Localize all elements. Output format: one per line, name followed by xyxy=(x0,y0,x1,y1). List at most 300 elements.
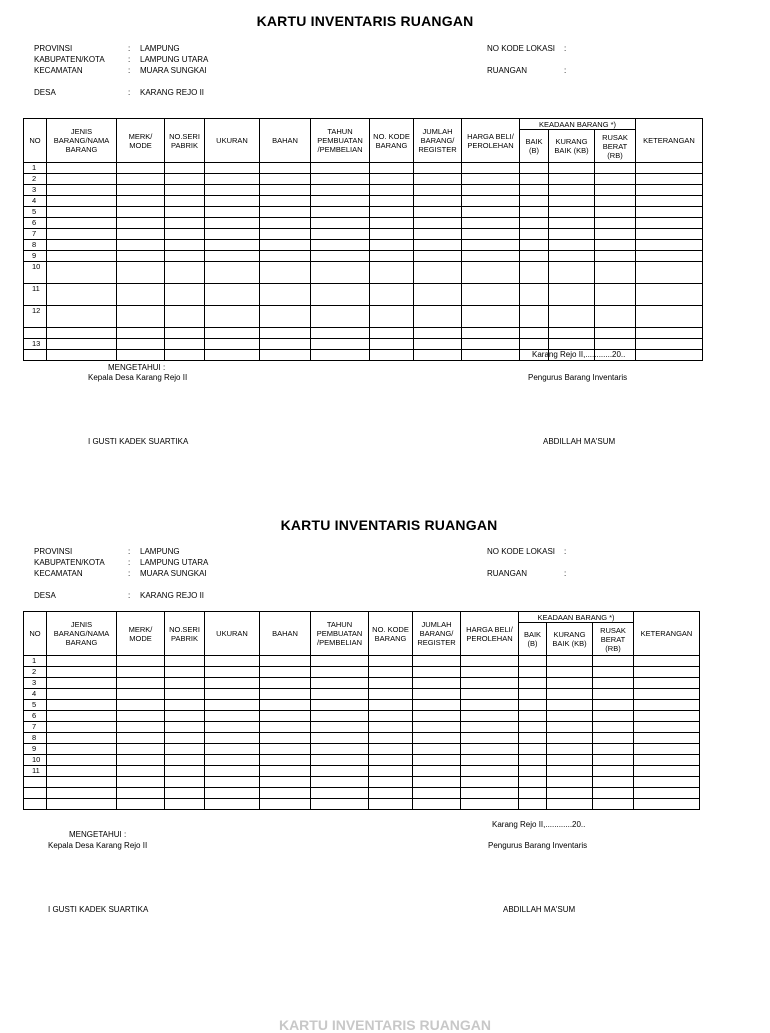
table-cell xyxy=(413,799,461,810)
table-cell xyxy=(117,207,165,218)
table-cell xyxy=(117,744,165,755)
table-cell xyxy=(414,196,462,207)
table-cell xyxy=(370,328,414,339)
table-cell xyxy=(413,656,461,667)
table-cell xyxy=(260,196,311,207)
row-number: 11 xyxy=(24,284,47,306)
table-cell xyxy=(205,689,260,700)
table-cell xyxy=(117,328,165,339)
table-cell xyxy=(634,766,700,777)
table-cell xyxy=(413,700,461,711)
info-kecamatan: KECAMATAN : MUARA SUNGKAI xyxy=(34,569,207,578)
table-cell xyxy=(117,185,165,196)
row-number: 8 xyxy=(24,733,47,744)
table-cell xyxy=(520,240,549,251)
table-cell xyxy=(414,339,462,350)
table-cell xyxy=(520,229,549,240)
table-cell xyxy=(369,722,413,733)
table-cell xyxy=(519,678,547,689)
header-ukuran: UKURAN xyxy=(205,119,260,163)
header-jenis: JENIS BARANG/NAMA BARANG xyxy=(47,612,117,656)
table-cell xyxy=(461,733,519,744)
row-number xyxy=(24,777,47,788)
table-cell xyxy=(634,667,700,678)
inventory-table xyxy=(23,118,703,361)
table-cell xyxy=(369,755,413,766)
table-cell xyxy=(370,196,414,207)
table-cell xyxy=(117,306,165,328)
table-cell xyxy=(47,174,117,185)
table-cell xyxy=(519,689,547,700)
row-number: 2 xyxy=(24,667,47,678)
row-number: 6 xyxy=(24,218,47,229)
table-cell xyxy=(413,733,461,744)
table-cell xyxy=(47,163,117,174)
table-cell xyxy=(519,667,547,678)
table-cell xyxy=(461,678,519,689)
table-cell xyxy=(117,284,165,306)
table-cell xyxy=(260,284,311,306)
place-date: Karang Rejo II,............20.. xyxy=(492,820,586,829)
info-ruangan: RUANGAN : xyxy=(487,569,567,578)
table-cell xyxy=(636,229,703,240)
table-cell xyxy=(311,339,370,350)
table-cell xyxy=(47,339,117,350)
table-cell xyxy=(636,306,703,328)
table-cell xyxy=(370,240,414,251)
table-cell xyxy=(260,733,311,744)
header-rusak: RUSAK BERAT (RB) xyxy=(593,623,634,656)
table-cell xyxy=(461,788,519,799)
table-cell xyxy=(595,339,636,350)
header-kode: NO. KODE BARANG xyxy=(370,119,414,163)
table-cell xyxy=(117,339,165,350)
table-cell xyxy=(369,799,413,810)
header-baik: BAIK (B) xyxy=(520,130,549,163)
table-cell xyxy=(117,656,165,667)
table-cell xyxy=(205,667,260,678)
table-cell xyxy=(117,667,165,678)
table-cell xyxy=(636,240,703,251)
table-cell xyxy=(369,711,413,722)
table-cell xyxy=(636,207,703,218)
table-cell xyxy=(549,185,595,196)
table-body xyxy=(24,163,703,361)
info-right xyxy=(487,546,566,579)
header-keadaan: KEADAAN BARANG *) xyxy=(520,119,636,130)
table-cell xyxy=(519,722,547,733)
table-row xyxy=(24,700,700,711)
table-cell xyxy=(117,711,165,722)
table-cell xyxy=(549,229,595,240)
table-cell xyxy=(593,766,634,777)
table-cell xyxy=(370,229,414,240)
table-cell xyxy=(47,788,117,799)
table-cell xyxy=(205,240,260,251)
table-cell xyxy=(520,262,549,284)
table-cell xyxy=(595,207,636,218)
table-cell xyxy=(205,766,260,777)
table-cell xyxy=(117,678,165,689)
signer-right-name: ABDILLAH MA'SUM xyxy=(543,437,616,446)
table-cell xyxy=(260,229,311,240)
table-cell xyxy=(462,240,520,251)
info-kabupaten: KABUPATEN/KOTA : LAMPUNG UTARA xyxy=(34,558,209,567)
table-cell xyxy=(311,240,370,251)
table-cell xyxy=(547,656,593,667)
table-cell xyxy=(462,306,520,328)
table-cell xyxy=(165,711,205,722)
table-cell xyxy=(165,218,205,229)
table-cell xyxy=(311,229,370,240)
table-cell xyxy=(595,328,636,339)
table-cell xyxy=(547,711,593,722)
table-cell xyxy=(520,196,549,207)
table-row xyxy=(24,799,700,810)
table-row xyxy=(24,328,703,339)
table-cell xyxy=(165,284,205,306)
table-cell xyxy=(311,185,370,196)
table-cell xyxy=(519,788,547,799)
table-cell xyxy=(519,733,547,744)
table-cell xyxy=(520,339,549,350)
table-cell xyxy=(311,262,370,284)
table-cell xyxy=(634,678,700,689)
table-cell xyxy=(165,689,205,700)
table-cell xyxy=(260,722,311,733)
table-row xyxy=(24,722,700,733)
info-ruangan: RUANGAN : xyxy=(487,66,567,75)
table-cell xyxy=(165,678,205,689)
table-cell xyxy=(370,174,414,185)
table-cell xyxy=(461,744,519,755)
table-cell xyxy=(636,251,703,262)
table-cell xyxy=(117,350,165,361)
table-cell xyxy=(519,799,547,810)
header-jumlah: JUMLAH BARANG/ REGISTER xyxy=(413,612,461,656)
table-cell xyxy=(413,678,461,689)
table-cell xyxy=(549,284,595,306)
table-cell xyxy=(519,766,547,777)
table-cell xyxy=(634,744,700,755)
table-cell xyxy=(634,788,700,799)
table-cell xyxy=(369,733,413,744)
table-cell xyxy=(311,799,369,810)
table-cell xyxy=(165,207,205,218)
header-no: NO xyxy=(24,612,47,656)
table-cell xyxy=(414,218,462,229)
header-merk: MERK/ MODE xyxy=(117,119,165,163)
table-cell xyxy=(205,306,260,328)
table-cell xyxy=(520,251,549,262)
row-number: 3 xyxy=(24,185,47,196)
table-row xyxy=(24,777,700,788)
table-cell xyxy=(461,656,519,667)
table-cell xyxy=(260,240,311,251)
table-cell xyxy=(260,777,311,788)
table-cell xyxy=(165,328,205,339)
header-jenis: JENIS BARANG/NAMA BARANG xyxy=(47,119,117,163)
table-cell xyxy=(47,755,117,766)
table-cell xyxy=(165,174,205,185)
table-cell xyxy=(260,700,311,711)
header-keadaan: KEADAAN BARANG *) xyxy=(519,612,634,623)
header-ukuran: UKURAN xyxy=(205,612,260,656)
table-cell xyxy=(260,766,311,777)
table-cell xyxy=(260,667,311,678)
header-keterangan: KETERANGAN xyxy=(634,612,700,656)
table-cell xyxy=(462,174,520,185)
row-number: 10 xyxy=(24,755,47,766)
table-cell xyxy=(636,174,703,185)
table-cell xyxy=(636,262,703,284)
info-desa: DESA : KARANG REJO II xyxy=(34,88,205,97)
card-title: KARTU INVENTARIS RUANGAN xyxy=(280,517,498,533)
table-cell xyxy=(414,262,462,284)
table-cell xyxy=(593,733,634,744)
table-row xyxy=(24,306,703,328)
table-cell xyxy=(414,240,462,251)
row-number: 13 xyxy=(24,339,47,350)
header-merk: MERK/ MODE xyxy=(117,612,165,656)
table-cell xyxy=(205,711,260,722)
header-no: NO xyxy=(24,119,47,163)
table-cell xyxy=(165,339,205,350)
table-cell xyxy=(311,733,369,744)
table-cell xyxy=(370,163,414,174)
table-cell xyxy=(595,174,636,185)
table-cell xyxy=(205,744,260,755)
table-cell xyxy=(636,218,703,229)
table-cell xyxy=(370,339,414,350)
next-card-peek xyxy=(0,1017,768,1033)
table-cell xyxy=(414,251,462,262)
table-cell xyxy=(369,689,413,700)
table-cell xyxy=(205,251,260,262)
table-cell xyxy=(595,306,636,328)
table-cell xyxy=(165,306,205,328)
row-number: 4 xyxy=(24,196,47,207)
table-cell xyxy=(462,262,520,284)
table-cell xyxy=(165,799,205,810)
table-cell xyxy=(117,163,165,174)
table-cell xyxy=(369,777,413,788)
table-cell xyxy=(547,777,593,788)
table-cell xyxy=(593,744,634,755)
table-cell xyxy=(413,788,461,799)
table-cell xyxy=(369,766,413,777)
table-cell xyxy=(260,185,311,196)
row-number xyxy=(24,328,47,339)
table-cell xyxy=(165,196,205,207)
table-cell xyxy=(414,284,462,306)
table-cell xyxy=(595,196,636,207)
table-cell xyxy=(165,733,205,744)
table-cell xyxy=(369,656,413,667)
table-cell xyxy=(205,218,260,229)
table-cell xyxy=(462,328,520,339)
table-cell xyxy=(520,284,549,306)
table-cell xyxy=(414,207,462,218)
table-cell xyxy=(117,755,165,766)
table-row xyxy=(24,766,700,777)
table-cell xyxy=(593,667,634,678)
table-cell xyxy=(260,339,311,350)
table-cell xyxy=(117,777,165,788)
table-row xyxy=(24,218,703,229)
mengetahui-label: MENGETAHUI : xyxy=(108,363,166,372)
table-cell xyxy=(47,799,117,810)
table-cell xyxy=(47,240,117,251)
row-number: 5 xyxy=(24,207,47,218)
table-cell xyxy=(47,185,117,196)
table-cell xyxy=(595,262,636,284)
table-cell xyxy=(165,700,205,711)
info-left xyxy=(34,43,208,98)
table-cell xyxy=(311,788,369,799)
table-row xyxy=(24,174,703,185)
table-cell xyxy=(461,722,519,733)
table-cell xyxy=(47,733,117,744)
table-cell xyxy=(311,306,370,328)
header-tahun: TAHUN PEMBUATAN /PEMBELIAN xyxy=(311,612,369,656)
table-cell xyxy=(634,722,700,733)
table-cell xyxy=(205,174,260,185)
table-cell xyxy=(260,799,311,810)
table-cell xyxy=(547,733,593,744)
table-cell xyxy=(369,667,413,678)
table-cell xyxy=(549,163,595,174)
table-cell xyxy=(260,656,311,667)
table-cell xyxy=(519,700,547,711)
table-cell xyxy=(117,262,165,284)
table-cell xyxy=(205,656,260,667)
next-card-title: KARTU INVENTARIS RUANGAN xyxy=(278,1017,492,1033)
table-cell xyxy=(549,339,595,350)
table-row xyxy=(24,185,703,196)
table-cell xyxy=(636,185,703,196)
table-cell xyxy=(165,163,205,174)
table-cell xyxy=(547,689,593,700)
table-cell xyxy=(414,163,462,174)
table-cell xyxy=(414,350,462,361)
table-cell xyxy=(311,163,370,174)
table-cell xyxy=(260,328,311,339)
table-cell xyxy=(547,755,593,766)
row-number: 7 xyxy=(24,229,47,240)
table-cell xyxy=(165,185,205,196)
table-cell xyxy=(547,766,593,777)
table-cell xyxy=(414,328,462,339)
table-cell xyxy=(634,777,700,788)
table-cell xyxy=(260,788,311,799)
table-cell xyxy=(117,689,165,700)
table-cell xyxy=(165,755,205,766)
header-tahun: TAHUN PEMBUATAN /PEMBELIAN xyxy=(311,119,370,163)
header-bahan: BAHAN xyxy=(260,612,311,656)
table-cell xyxy=(260,678,311,689)
table-cell xyxy=(547,788,593,799)
table-cell xyxy=(595,163,636,174)
card-title: KARTU INVENTARIS RUANGAN xyxy=(256,13,474,29)
table-cell xyxy=(205,284,260,306)
table-cell xyxy=(462,196,520,207)
table-cell xyxy=(311,207,370,218)
table-cell xyxy=(47,251,117,262)
table-cell xyxy=(414,229,462,240)
table-cell xyxy=(414,185,462,196)
place-date: Karang Rejo II,............20.. xyxy=(532,350,626,359)
table-cell xyxy=(634,755,700,766)
table-cell xyxy=(413,755,461,766)
row-number: 2 xyxy=(24,174,47,185)
table-cell xyxy=(549,262,595,284)
info-provinsi: PROVINSI : LAMPUNG xyxy=(34,44,180,53)
table-cell xyxy=(311,744,369,755)
table-cell xyxy=(462,350,520,361)
kepala-desa-label: Kepala Desa Karang Rejo II xyxy=(48,841,148,850)
table-cell xyxy=(369,744,413,755)
table-cell xyxy=(549,174,595,185)
table-cell xyxy=(593,689,634,700)
row-number xyxy=(24,350,47,361)
table-cell xyxy=(549,240,595,251)
table-cell xyxy=(413,777,461,788)
table-cell xyxy=(519,777,547,788)
table-row xyxy=(24,251,703,262)
table-cell xyxy=(462,185,520,196)
table-cell xyxy=(595,251,636,262)
table-cell xyxy=(117,240,165,251)
row-number: 1 xyxy=(24,656,47,667)
table-cell xyxy=(165,350,205,361)
table-cell xyxy=(165,251,205,262)
table-cell xyxy=(461,700,519,711)
table-row xyxy=(24,667,700,678)
table-cell xyxy=(370,284,414,306)
row-number: 12 xyxy=(24,306,47,328)
row-number: 4 xyxy=(24,689,47,700)
table-cell xyxy=(369,700,413,711)
header-kurang: KURANG BAIK (KB) xyxy=(549,130,595,163)
table-cell xyxy=(461,766,519,777)
table-row xyxy=(24,788,700,799)
table-cell xyxy=(165,240,205,251)
row-number: 9 xyxy=(24,744,47,755)
table-cell xyxy=(413,722,461,733)
table-cell xyxy=(461,777,519,788)
table-cell xyxy=(634,700,700,711)
signer-left-name: I GUSTI KADEK SUARTIKA xyxy=(48,905,149,914)
table-cell xyxy=(117,766,165,777)
info-desa: DESA : KARANG REJO II xyxy=(34,591,205,600)
table-cell xyxy=(370,218,414,229)
table-cell xyxy=(117,218,165,229)
table-cell xyxy=(117,700,165,711)
pengurus-label: Pengurus Barang Inventaris xyxy=(488,841,588,850)
table-cell xyxy=(260,755,311,766)
table-cell xyxy=(205,185,260,196)
table-cell xyxy=(595,284,636,306)
row-number: 7 xyxy=(24,722,47,733)
table-cell xyxy=(311,689,369,700)
table-cell xyxy=(593,799,634,810)
header-jumlah: JUMLAH BARANG/ REGISTER xyxy=(414,119,462,163)
table-cell xyxy=(260,711,311,722)
table-cell xyxy=(205,207,260,218)
table-cell xyxy=(260,306,311,328)
table-cell xyxy=(311,700,369,711)
